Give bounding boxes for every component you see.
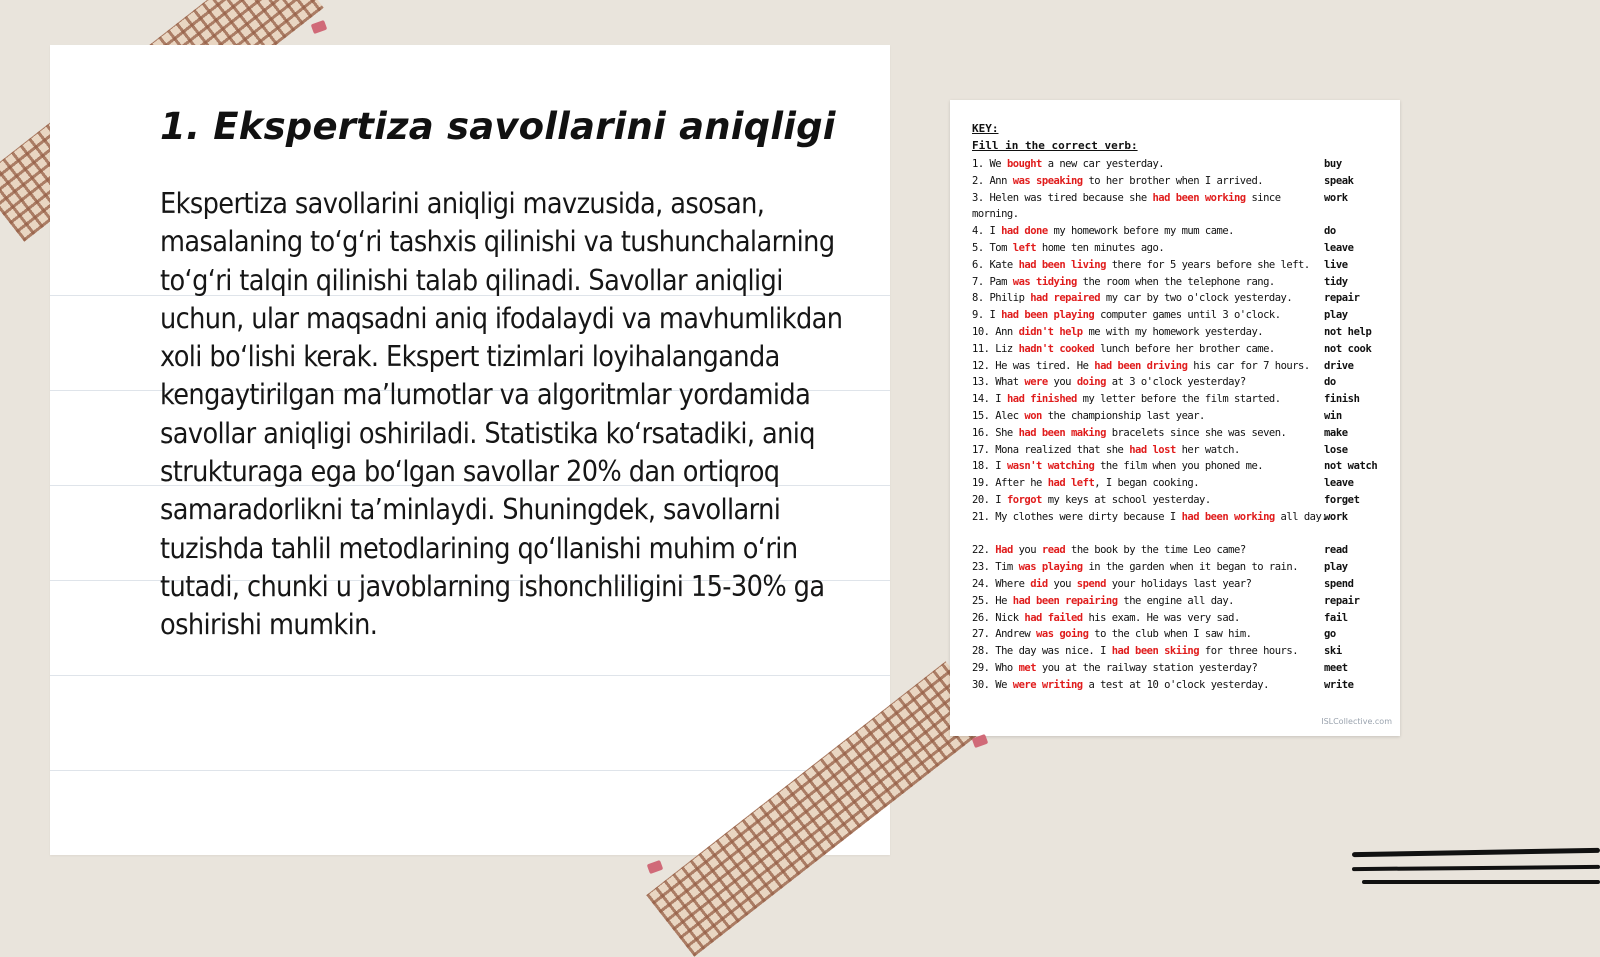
key-answer-row [972,341,1392,358]
key-sentence-text: 23. Tim [972,561,1019,574]
key-answer-row [972,559,1392,576]
key-sentence [972,509,1332,526]
key-sentence-text: 16. She [972,426,1019,439]
key-sentence-text: 19. After he [972,477,1048,490]
key-subheading: Fill in the correct verb: [972,139,1138,152]
key-answer-highlight: had been driving [1094,359,1188,372]
key-sentence [972,610,1332,627]
key-sentence-text: 10. Ann [972,325,1019,338]
slide-body-text: Ekspertiza savollarini aniqligi mavzusida, asosan, masalaning to‘g‘ri tashxis qilinishi va tushunchalarning to‘g‘ri talqin qilinishi talab qilinadi. Savollar aniqligi uchun, ular maqsadni aniq ifodalaydi va mavhumlikdan xoli bo‘lishi kerak. Ekspert tizimlari loyihalanganda kengaytirilgan ma’lumotlar va algoritmlar yordamida savollar aniqligi oshiriladi. Statistika ko‘rsatadiki, aniq strukturaga ega bo‘lgan savollar 20% dan ortiqroq samaradorlikni ta’minlaydi. Shuningdek, savollarni tuzishda tahlil metodlarining qo‘llanishi muhim o‘rin tutadi, chunki u javoblarning ishonchliligini 15-30% ga oshirishi mumkin. [160,187,843,642]
key-answer-highlight: had left [1047,477,1095,490]
key-sentence [972,660,1332,677]
key-answer-row [972,391,1392,408]
key-answer-highlight: read [1041,544,1066,557]
key-answer-highlight: bought [1006,158,1042,170]
key-sentence-text: a test at 10 o'clock yesterday. [1082,678,1269,691]
key-sentence-text: 20. I [972,493,1007,506]
key-answer-row [972,290,1392,307]
key-sentence-text: 15. Alec [972,409,1025,422]
key-base-verb: buy [1324,158,1342,170]
key-sentence-text: 6. Kate [972,258,1019,271]
key-answer-highlight: was tidying [1012,275,1077,288]
key-answer-row [972,324,1392,341]
key-sentence [972,324,1332,341]
key-answer-row [972,173,1392,190]
key-sentence-text: a new car yesterday. [1041,158,1165,170]
key-answer-highlight: had been working [1181,510,1275,523]
key-sentence-text: 22. [972,544,996,557]
key-sentence-text: 27. Andrew [972,628,1037,641]
brush-stroke [1352,848,1600,857]
key-sentence [972,391,1332,408]
key-answer-highlight: had repaired [1030,292,1101,305]
key-sentence-text: 12. He was tired. He [972,359,1095,372]
key-sentence-text: lunch before her brother came. [1094,342,1275,355]
key-answer-highlight: had been repairing [1012,594,1118,607]
key-sentence-text: 17. Mona realized that she [972,443,1130,456]
key-answer-row [972,576,1392,593]
key-sentence-text: 24. Where [972,577,1031,590]
lined-paper-card [50,45,890,855]
key-sentence [972,475,1332,492]
key-base-verb: meet [1324,661,1348,674]
key-base-verb: write [1324,678,1354,691]
key-sentence-text: computer games until 3 o'clock. [1094,309,1281,322]
key-sentence [972,290,1332,307]
key-sentence [972,156,1332,173]
key-base-verb: play [1324,561,1348,574]
key-answer-highlight: was speaking [1012,174,1083,187]
key-sentence-text: home ten minutes ago. [1036,241,1165,254]
key-base-verb: speak [1324,174,1354,187]
key-base-verb: forget [1324,493,1360,506]
key-answer-highlight: wasn't watching [1006,460,1095,473]
key-answer-row [972,240,1392,257]
key-sentence-text: the book by the time Leo came? [1065,544,1246,557]
key-answer-highlight: forgot [1006,493,1042,506]
key-base-verb: make [1324,426,1348,439]
key-answer-highlight: had been skiing [1111,645,1200,658]
key-answer-highlight: won [1024,409,1042,422]
key-sentence-text: 2. Ann [972,174,1013,187]
key-sentence-text: 7. Pam [972,275,1013,288]
paper-line [50,675,890,676]
key-sentence [972,408,1332,425]
key-sentence-text: 3. Helen was tired because she [972,191,1153,204]
key-answer-highlight: was playing [1018,561,1083,574]
tape-tip-bottom-left [647,860,664,874]
key-answer-row [972,677,1392,694]
key-sentence [972,190,1332,224]
key-sentence-text: his car for 7 hours. [1187,359,1310,372]
key-answer-row [972,610,1392,627]
key-sentence-text: her watch. [1175,443,1240,456]
key-sentence-text: 26. Nick [972,611,1025,624]
key-answer-list [972,156,1392,694]
key-sentence-text: you [1047,376,1077,389]
key-answer-row [972,223,1392,240]
key-answer-row [972,475,1392,492]
key-answer-highlight: hadn't cooked [1018,342,1095,355]
key-sentence [972,425,1332,442]
slide-title: 1. Ekspertiza savollarini aniqligi [160,105,836,148]
key-sentence [972,559,1332,576]
key-sentence-text: bracelets since she was seven. [1105,426,1287,439]
key-sentence-text: the film when you phoned me. [1094,460,1264,473]
key-sentence-text: to her brother when I arrived. [1082,174,1264,187]
key-answer-row [972,643,1392,660]
key-base-verb: work [1324,191,1348,204]
key-answer-row [972,257,1392,274]
key-sentence [972,626,1332,643]
key-answer-highlight: met [1018,661,1037,674]
key-base-verb: spend [1324,577,1354,590]
key-sentence-text: there for 5 years before she left. [1105,258,1310,271]
key-base-verb: lose [1324,443,1348,456]
key-base-verb: live [1324,258,1348,271]
key-sentence [972,341,1332,358]
key-base-verb: go [1324,628,1336,641]
key-sentence [972,257,1332,274]
key-answer-highlight: left [1012,241,1037,254]
key-sentence-text: my letter before the film started. [1076,393,1281,406]
key-sentence-text: me with my homework yesterday. [1082,325,1264,338]
key-sentence-text: to the club when I saw him. [1088,628,1252,641]
key-sentence-text: at 3 o'clock yesterday? [1105,376,1246,389]
brush-stroke [1352,865,1600,871]
key-answer-highlight: had lost [1129,443,1176,456]
key-answer-row [972,509,1392,543]
key-sentence-text: his exam. He was very sad. [1082,611,1240,624]
key-base-verb: win [1324,409,1342,422]
key-base-verb: ski [1324,645,1342,658]
key-answer-highlight: had been working [1152,191,1246,204]
key-base-verb: leave [1324,477,1354,490]
key-sentence-text: 13. What [972,376,1025,389]
key-sentence-text: in the garden when it began to rain. [1082,561,1299,574]
key-sentence-text: 14. I [972,393,1007,406]
key-answer-highlight: had been playing [1001,309,1095,322]
paper-line [50,770,890,771]
key-answer-row [972,408,1392,425]
key-sentence-text: 11. Liz [972,342,1019,355]
key-answer-highlight: doing [1076,376,1106,389]
brush-stroke [1362,880,1600,884]
key-sentence [972,307,1332,324]
key-sentence-text: 25. He [972,594,1013,607]
key-watermark: ISLCollective.com [1321,717,1392,726]
key-sentence-text: since morning. [972,191,1281,221]
key-answer-row [972,425,1392,442]
key-sentence-text: 4. I [972,225,1002,238]
key-sentence-text: the room when the telephone rang. [1076,275,1275,288]
key-heading: KEY: [972,122,999,135]
key-answer-row [972,593,1392,610]
key-answer-highlight: had been making [1018,426,1106,439]
key-sentence [972,643,1332,660]
key-sentence-text: my car by two o'clock yesterday. [1100,292,1293,305]
key-sentence [972,492,1332,509]
key-base-verb: read [1324,544,1348,557]
key-base-verb: not cook [1324,342,1372,355]
key-sentence-text: 8. Philip [972,292,1031,305]
key-base-verb: repair [1324,292,1360,305]
key-answer-row [972,190,1392,224]
key-answer-row [972,374,1392,391]
key-sentence-text: 9. I [972,309,1002,322]
key-answer-row [972,458,1392,475]
key-answer-highlight: had failed [1024,611,1083,624]
key-base-verb: do [1324,225,1336,238]
key-answer-row [972,626,1392,643]
key-answer-row [972,274,1392,291]
key-answer-highlight: didn't help [1018,325,1083,338]
key-sentence [972,358,1332,375]
key-answer-highlight: had been living [1018,258,1106,271]
key-sentence [972,458,1332,475]
key-base-verb: not watch [1324,460,1378,473]
key-sentence [972,593,1332,610]
key-sentence-text: all day. [1274,510,1328,523]
key-sentence-text: 21. My clothes were dirty because I [972,510,1182,523]
key-base-verb: repair [1324,594,1360,607]
key-base-verb: tidy [1324,275,1348,288]
key-sentence [972,173,1332,190]
key-sentence-text: 1. We [972,158,1007,170]
key-base-verb: fail [1324,611,1348,624]
key-answer-row [972,442,1392,459]
key-sentence-text: 30. We [972,678,1013,691]
key-base-verb: work [1324,510,1348,523]
key-sentence-text: my keys at school yesterday. [1041,493,1211,506]
key-sentence-text: you [1012,544,1042,557]
key-sentence-text: 5. Tom [972,241,1013,254]
key-sentence-text: you [1047,577,1077,590]
key-sentence [972,223,1332,240]
key-answer-row [972,492,1392,509]
key-sentence-text: 29. Who [972,661,1019,674]
key-sentence [972,374,1332,391]
key-sentence-text: the championship last year. [1041,409,1205,422]
key-sentence-text: your holidays last year? [1105,577,1252,590]
key-base-verb: leave [1324,241,1354,254]
key-sentence [972,442,1332,459]
key-answer-row [972,542,1392,559]
key-sentence-text: 28. The day was nice. I [972,645,1112,658]
key-answer-highlight: had done [1001,225,1048,238]
key-answer-highlight: did [1030,577,1048,590]
key-answer-row [972,660,1392,677]
key-sentence-text: for three hours. [1199,645,1299,658]
key-base-verb: drive [1324,359,1354,372]
key-sentence-text: , I began cooking. [1094,477,1200,490]
key-answer-highlight: spend [1076,577,1106,590]
key-answer-row [972,307,1392,324]
key-sentence [972,240,1332,257]
key-answer-highlight: was going [1036,628,1089,641]
key-answer-highlight: Had [995,544,1013,557]
key-answer-highlight: had finished [1006,393,1077,406]
key-sentence [972,576,1332,593]
key-answer-row [972,156,1392,173]
key-sentence [972,677,1332,694]
key-answer-highlight: were writing [1012,678,1083,691]
key-sentence-text: 18. I [972,460,1007,473]
key-base-verb: do [1324,376,1336,389]
key-base-verb: not help [1324,325,1372,338]
tape-tip-top [311,20,328,34]
key-sentence-text: the engine all day. [1117,594,1234,607]
answer-key-worksheet [950,100,1400,736]
key-sentence-text: my homework before my mum came. [1047,225,1234,238]
key-answer-highlight: were [1024,376,1048,389]
key-sentence-text: you at the railway station yesterday? [1036,661,1258,674]
key-sentence [972,542,1332,559]
key-sentence [972,274,1332,291]
key-base-verb: finish [1324,393,1360,406]
key-answer-row [972,358,1392,375]
key-base-verb: play [1324,309,1348,322]
